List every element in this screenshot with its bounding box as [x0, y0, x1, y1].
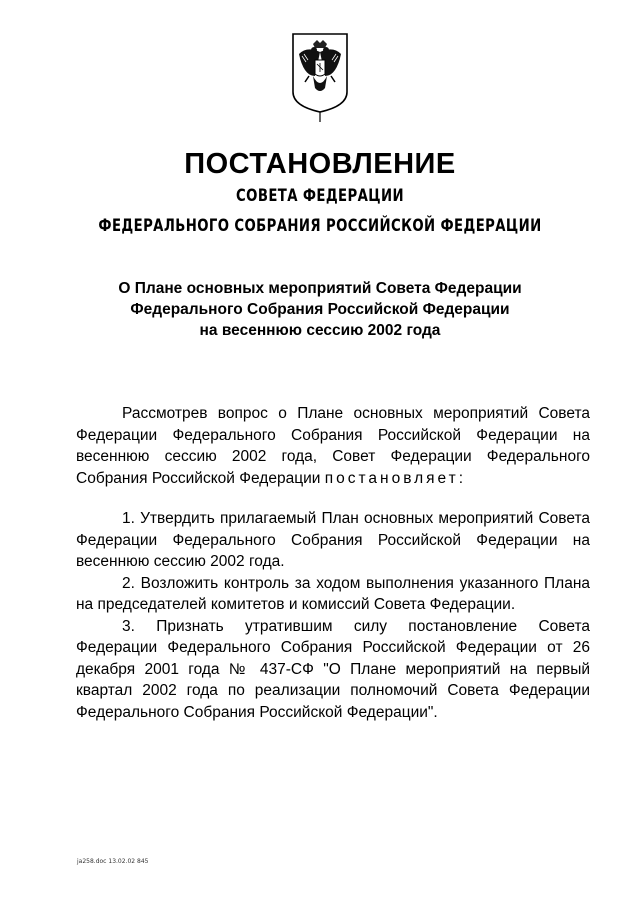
- title-line-2: Федерального Собрания Российской Федерации: [130, 301, 510, 318]
- item-1: 1. Утвердить прилагаемый План основных мероприятий Совета Федерации Федерального Собрания Российской Федерации на весеннюю сессию 2002 года.: [76, 510, 590, 570]
- coat-of-arms-icon: [287, 30, 353, 124]
- title-line-3: на весеннюю сессию 2002 года: [199, 322, 441, 339]
- item-2: 2. Возложить контроль за ходом выполнения указанного Плана на председателей комитетов и комиссий Совета Федерации.: [76, 574, 590, 613]
- preamble-emphasis: постановляет:: [324, 469, 467, 487]
- issuer-line-1: СОВЕТА ФЕДЕРАЦИИ: [236, 186, 404, 206]
- document-body: [76, 403, 590, 723]
- preamble-text: Рассмотрев вопрос о Плане основных мероприятий Совета Федерации Федерального Собрания Российской Федерации на весеннюю сессию 2002 года, Совет Федерации Федерального Собрания Российской Федерации: [76, 405, 590, 487]
- item-3: 3. Признать утратившим силу постановление Совета Федерации Федерального Собрания Российской Федерации от 26 декабря 2001 года № 437-СФ "О Плане мероприятий на первый квартал 2002 года по реализации полномочий Совета Федерации Федерального Собрания Российской Федерации".: [76, 617, 590, 721]
- file-reference: ja258.doc 13.02.02 845: [77, 858, 149, 865]
- title-line-1: О Плане основных мероприятий Совета Федерации: [118, 280, 522, 297]
- issuer-line-2: ФЕДЕРАЛЬНОГО СОБРАНИЯ РОССИЙСКОЙ ФЕДЕРАЦИИ: [98, 216, 542, 236]
- preamble-paragraph: [76, 403, 590, 489]
- doc-type-heading: ПОСТАНОВЛЕНИЕ: [184, 148, 456, 180]
